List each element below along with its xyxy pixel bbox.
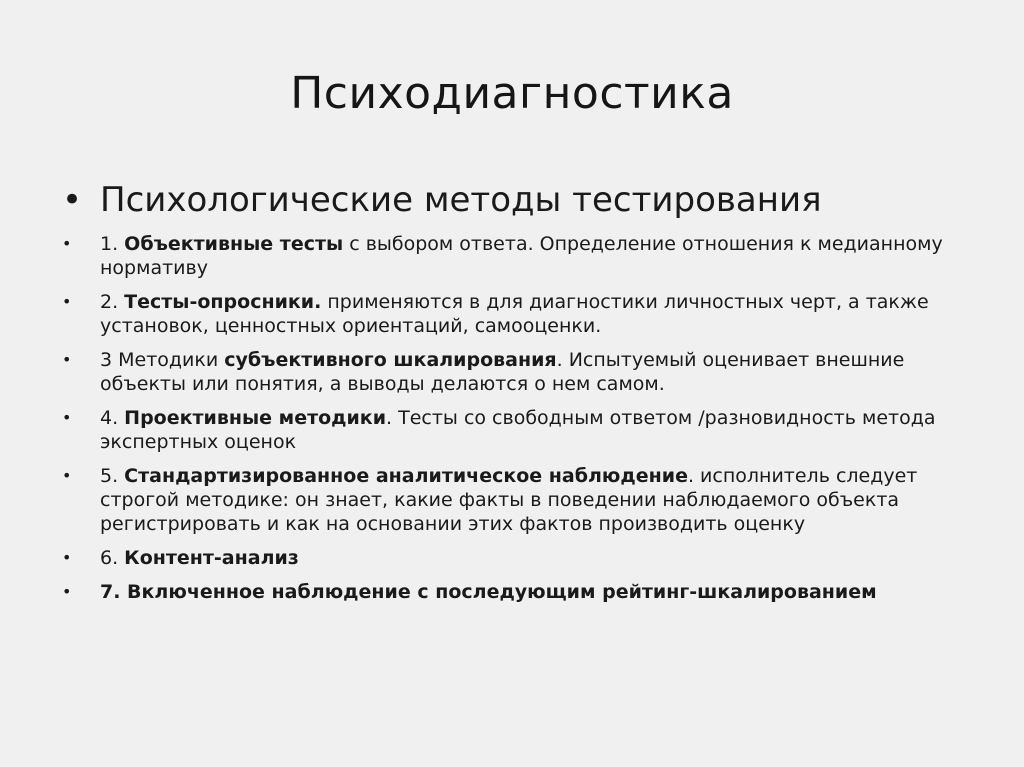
bullet-icon: •	[62, 548, 72, 567]
item-prefix: 3 Методики	[100, 349, 225, 371]
bullet-icon: •	[62, 466, 72, 485]
item-bold-text: Контент-анализ	[124, 547, 299, 569]
item-bold-text: Проективные методики	[124, 407, 387, 429]
slide-title: Психодиагностика	[290, 68, 734, 119]
item-bold-text: 7. Включенное наблюдение с последующим рейтинг-шкалированием	[100, 581, 877, 603]
item-prefix: 4.	[100, 407, 125, 429]
item-rest-text: применяются в для диагностики личностных черт, а также установок, ценностных ориентаций, самооценки.	[100, 291, 929, 337]
bullet-item-4	[60, 406, 960, 454]
bullet-icon: •	[62, 408, 72, 427]
item-bold-text: субъективного шкалирования	[224, 349, 557, 371]
item-prefix: 5.	[100, 465, 125, 487]
item-rest-text: . Испытуемый оценивает внешние объекты или понятия, а выводы делаются о нем самом.	[100, 349, 905, 395]
bullet-icon: •	[62, 350, 72, 369]
item-rest-text: . Тесты со свободным ответом /разновидность метода экспертных оценок	[100, 407, 936, 453]
bullet-icon: •	[62, 234, 72, 253]
bullet-item-1	[60, 232, 960, 280]
item-bold-text: Объективные тесты	[124, 233, 344, 255]
bullet-item-6	[60, 546, 960, 570]
item-bold-text: Стандартизированное аналитическое наблюдение	[124, 465, 688, 487]
bullet-item-lead	[60, 178, 960, 222]
bullet-icon: •	[62, 180, 83, 220]
bullet-icon: •	[62, 582, 72, 601]
item-prefix: 1.	[100, 233, 125, 255]
item-bold-text: Тесты-опросники.	[124, 291, 322, 313]
item-rest-text: . исполнитель следует строгой методике: он знает, какие факты в поведении наблюдаемого объекта регистрировать и как на основании этих фактов производить оценку	[100, 465, 918, 535]
lead-item-text: Психологические методы тестирования	[100, 180, 822, 220]
bullet-item-7	[60, 580, 960, 604]
bullet-item-5	[60, 464, 960, 536]
item-rest-text: с выбором ответа. Определение отношения к медианному нормативу	[100, 233, 943, 279]
item-prefix: 6.	[100, 547, 125, 569]
bullet-item-3	[60, 348, 960, 396]
bullet-list	[60, 178, 960, 614]
bullet-item-2	[60, 290, 960, 338]
bullet-icon: •	[62, 292, 72, 311]
item-prefix: 2.	[100, 291, 125, 313]
